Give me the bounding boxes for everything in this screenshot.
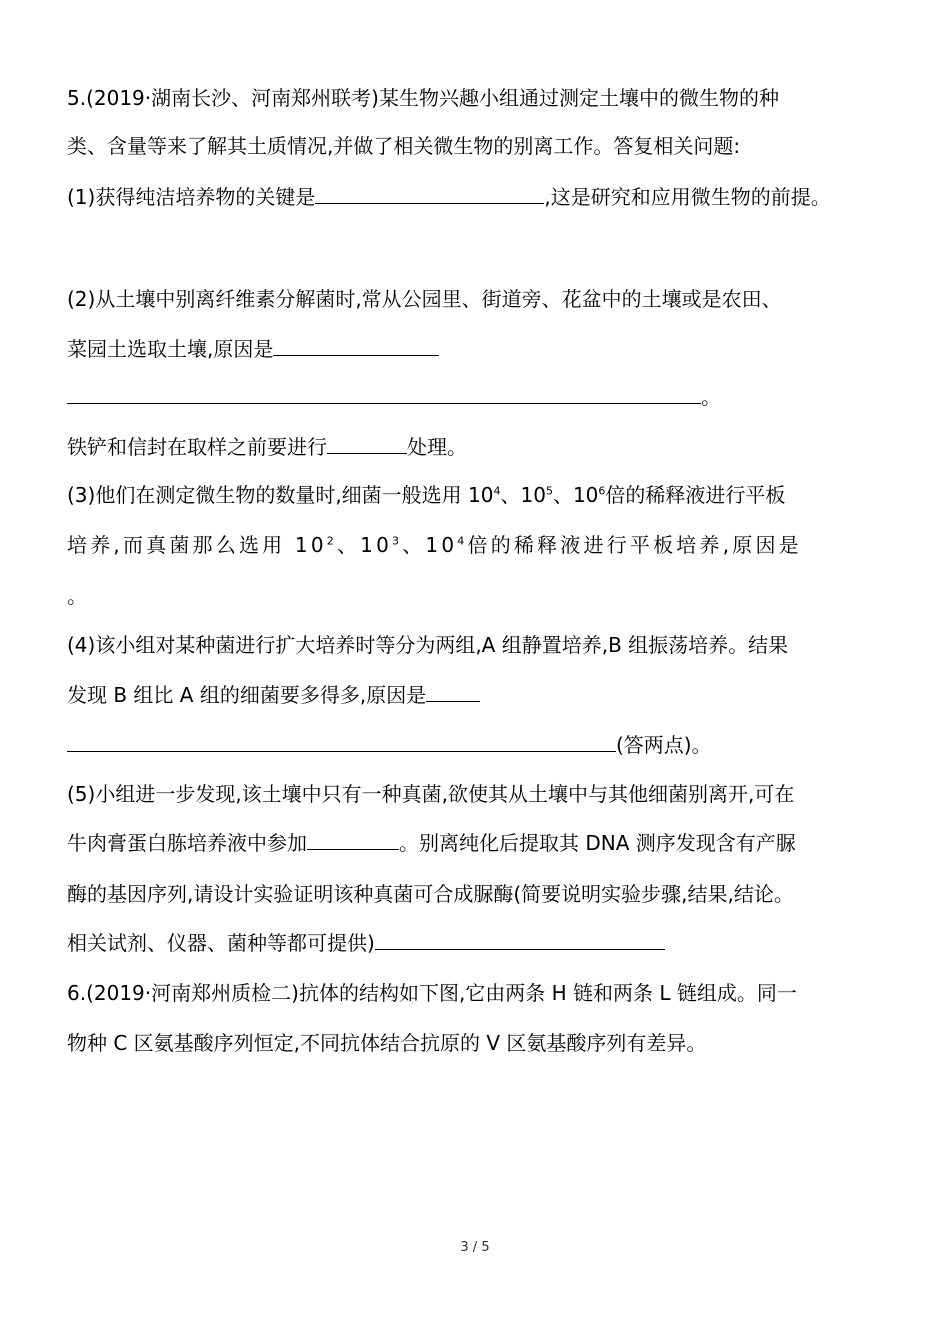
q5-part1-text-a: (1)获得纯洁培养物的关键是 bbox=[67, 185, 316, 209]
exponent: 4 bbox=[457, 534, 468, 548]
q5-part3-text: 、10 bbox=[552, 483, 599, 507]
exponent: 6 bbox=[598, 484, 606, 498]
exponent: 3 bbox=[392, 534, 403, 548]
answer-blank-2a[interactable] bbox=[273, 337, 439, 356]
q5-part2-text-c1: 铁铲和信封在取样之前要进行 bbox=[67, 435, 327, 459]
q5-part3-text: 、10 bbox=[402, 533, 458, 557]
q5-part3-line-3: 。 bbox=[67, 584, 87, 608]
answer-blank-4b[interactable] bbox=[67, 733, 616, 752]
answer-blank-2b[interactable] bbox=[67, 385, 701, 404]
q5-part3-text: 、10 bbox=[336, 533, 393, 557]
q5-part3-text: 倍的稀释液进行平板 bbox=[605, 483, 786, 507]
q5-part2-line-4 bbox=[67, 434, 467, 460]
q5-part1-text-b: ,这是研究和应用微生物的前提。 bbox=[544, 185, 831, 209]
q5-line-1: 5.(2019·湖南长沙、河南郑州联考)某生物兴趣小组通过测定土壤中的微生物的种 bbox=[67, 86, 779, 110]
exponent: 4 bbox=[493, 484, 501, 498]
answer-blank-4a[interactable] bbox=[426, 683, 480, 702]
q5-part2-text-b: 菜园土选取土壤,原因是 bbox=[67, 337, 274, 361]
answer-blank-5[interactable] bbox=[307, 831, 399, 850]
answer-blank-1[interactable] bbox=[315, 185, 544, 204]
exponent: 2 bbox=[326, 534, 337, 548]
q5-part1 bbox=[67, 184, 831, 210]
q5-part2-text-c2: 处理。 bbox=[407, 435, 467, 459]
q5-part2-line-1: (2)从土壤中别离纤维素分解菌时,常从公园里、街道旁、花盆中的土壤或是农田、 bbox=[67, 287, 782, 311]
q6-line-2: 物种 C 区氨基酸序列恒定,不同抗体结合抗原的 V 区氨基酸序列有差异。 bbox=[67, 1031, 707, 1055]
q5-part3-line-2 bbox=[67, 532, 802, 558]
q5-line-2: 类、含量等来了解其土质情况,并做了相关微生物的别离工作。答复相关问题: bbox=[67, 134, 741, 158]
q5-part5-line-4 bbox=[67, 930, 665, 956]
q5-part5-line-3: 酶的基因序列,请设计实验证明该种真菌可合成脲酶(简要说明实验步骤,结果,结论。 bbox=[67, 882, 794, 906]
q6-line-1: 6.(2019·河南郑州质检二)抗体的结构如下图,它由两条 H 链和两条 L 链组成。同一 bbox=[67, 981, 797, 1005]
q5-part4-text-c: (答两点)。 bbox=[616, 733, 712, 757]
q5-part3-text: 、10 bbox=[500, 483, 546, 507]
q5-part4-text-b: 发现 B 组比 A 组的细菌要多得多,原因是 bbox=[67, 683, 427, 707]
q5-part2-end: 。 bbox=[701, 385, 721, 409]
answer-blank-3[interactable] bbox=[327, 435, 407, 454]
q5-part2-line-2 bbox=[67, 336, 439, 362]
exponent: 5 bbox=[545, 484, 553, 498]
q5-part5-line-2 bbox=[67, 830, 796, 856]
q5-part4-line-2 bbox=[67, 682, 480, 708]
page-number: 3 / 5 bbox=[460, 1240, 490, 1255]
q5-part5-text-b1: 牛肉膏蛋白胨培养液中参加 bbox=[67, 831, 307, 855]
q5-part5-text-d: 相关试剂、仪器、菌种等都可提供) bbox=[67, 931, 375, 955]
q5-part5-line-1: (5)小组进一步发现,该土壤中只有一种真菌,欲使其从土壤中与其他细菌别离开,可在 bbox=[67, 782, 795, 806]
q5-part5-text-b2: 。别离纯化后提取其 DNA 测序发现含有产脲 bbox=[399, 831, 796, 855]
q5-part4-line-1: (4)该小组对某种菌进行扩大培养时等分为两组,A 组静置培养,B 组振荡培养。结果 bbox=[67, 633, 789, 657]
answer-blank-6[interactable] bbox=[375, 931, 665, 950]
q5-part3-text: (3)他们在测定微生物的数量时,细菌一般选用 10 bbox=[67, 483, 494, 507]
q5-part4-line-3 bbox=[67, 732, 712, 758]
q5-part2-line-3 bbox=[67, 384, 721, 410]
q5-part3-text: 倍的稀释液进行平板培养,原因是 bbox=[467, 533, 802, 557]
q5-part3-text: 培养,而真菌那么选用 10 bbox=[67, 533, 327, 557]
q5-part3-line-1 bbox=[67, 482, 785, 508]
